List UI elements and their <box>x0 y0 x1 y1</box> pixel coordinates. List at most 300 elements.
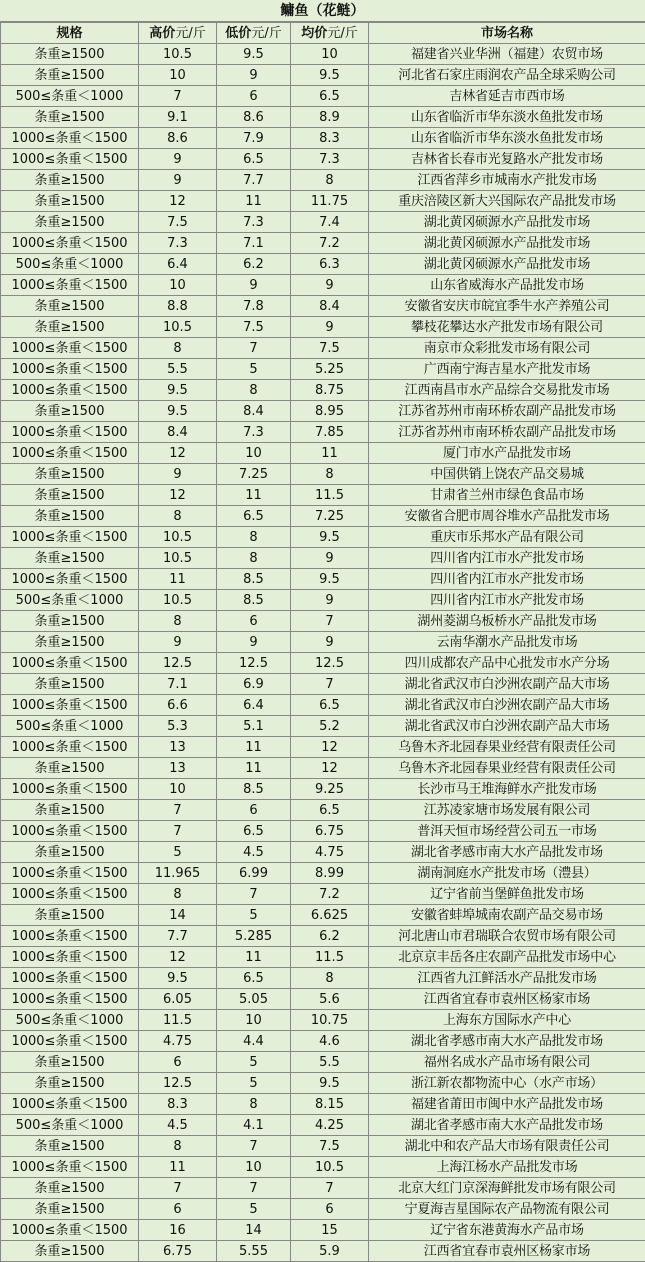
market-cell: 辽宁省前当堡鲜鱼批发市场 <box>369 884 645 905</box>
market-cell: 北京京丰岳各庄农副产品批发市场中心 <box>369 947 645 968</box>
market-cell: 四川成都农产品中心批发市水产分场 <box>369 653 645 674</box>
table-row <box>1 548 645 569</box>
high-price-cell: 13 <box>139 737 217 758</box>
avg-price-cell: 6.625 <box>291 905 369 926</box>
avg-price-cell: 7.2 <box>291 884 369 905</box>
table-row <box>1 527 645 548</box>
market-cell: 安徽省安庆市皖宜季牛水产养殖公司 <box>369 296 645 317</box>
high-price-cell: 8 <box>139 338 217 359</box>
avg-price-cell: 8.99 <box>291 863 369 884</box>
header-low-label: 低价 <box>225 26 251 41</box>
avg-price-cell: 11 <box>291 443 369 464</box>
market-cell: 山东省临沂市华东淡水鱼批发市场 <box>369 107 645 128</box>
table-row <box>1 1178 645 1199</box>
avg-price-cell: 8 <box>291 464 369 485</box>
market-cell: 湖北省武汉市白沙洲农副产品大市场 <box>369 674 645 695</box>
market-cell: 湖北省孝感市南大水产品批发市场 <box>369 1115 645 1136</box>
avg-price-cell: 8.95 <box>291 401 369 422</box>
avg-price-cell: 9 <box>291 548 369 569</box>
high-price-cell: 8 <box>139 611 217 632</box>
market-cell: 湖北中和农产品大市场有限责任公司 <box>369 1136 645 1157</box>
low-price-cell: 10 <box>217 443 291 464</box>
table-row <box>1 653 645 674</box>
header-spec: 规格 <box>1 23 139 44</box>
market-cell: 江苏省苏州市南环桥农副产品批发市场 <box>369 422 645 443</box>
high-price-cell: 6.75 <box>139 1241 217 1262</box>
header-low-price <box>217 23 291 44</box>
market-cell: 安徽省合肥市周谷堆水产品批发市场 <box>369 506 645 527</box>
low-price-cell: 6 <box>217 611 291 632</box>
avg-price-cell: 5.5 <box>291 1052 369 1073</box>
table-row <box>1 254 645 275</box>
low-price-cell: 4.1 <box>217 1115 291 1136</box>
low-price-cell: 7.7 <box>217 170 291 191</box>
low-price-cell: 8.6 <box>217 107 291 128</box>
table-row <box>1 800 645 821</box>
market-cell: 中国供销上饶农产品交易城 <box>369 464 645 485</box>
spec-cell: 条重≥1500 <box>1 674 139 695</box>
table-row <box>1 863 645 884</box>
spec-cell: 1000≤条重＜1500 <box>1 779 139 800</box>
table-row <box>1 44 645 65</box>
spec-cell: 条重≥1500 <box>1 632 139 653</box>
header-avg-price <box>291 23 369 44</box>
table-row <box>1 1136 645 1157</box>
market-cell: 湖州菱湖乌板桥水产品批发市场 <box>369 611 645 632</box>
table-row <box>1 779 645 800</box>
avg-price-cell: 7.5 <box>291 338 369 359</box>
low-price-cell: 9 <box>217 275 291 296</box>
avg-price-cell: 8.3 <box>291 128 369 149</box>
market-cell: 湖北省武汉市白沙洲农副产品大市场 <box>369 695 645 716</box>
low-price-cell: 8 <box>217 380 291 401</box>
table-row <box>1 1052 645 1073</box>
high-price-cell: 13 <box>139 758 217 779</box>
avg-price-cell: 7 <box>291 674 369 695</box>
market-cell: 上海江杨水产品批发市场 <box>369 1157 645 1178</box>
header-high-label: 高价 <box>149 26 175 41</box>
high-price-cell: 6.4 <box>139 254 217 275</box>
high-price-cell: 4.75 <box>139 1031 217 1052</box>
avg-price-cell: 9.5 <box>291 527 369 548</box>
table-row <box>1 65 645 86</box>
spec-cell: 条重≥1500 <box>1 548 139 569</box>
table-row <box>1 275 645 296</box>
low-price-cell: 8.5 <box>217 779 291 800</box>
avg-price-cell: 5.6 <box>291 989 369 1010</box>
market-cell: 广西南宁海吉星水产批发市场 <box>369 359 645 380</box>
low-price-cell: 7.8 <box>217 296 291 317</box>
avg-price-cell: 7 <box>291 611 369 632</box>
low-price-cell: 8.5 <box>217 569 291 590</box>
high-price-cell: 7.7 <box>139 926 217 947</box>
low-price-cell: 7 <box>217 338 291 359</box>
sheet-title: 鳙鱼（花鲢） <box>0 0 645 22</box>
avg-price-cell: 9 <box>291 590 369 611</box>
table-row <box>1 632 645 653</box>
high-price-cell: 7 <box>139 1178 217 1199</box>
table-row <box>1 86 645 107</box>
avg-price-cell: 9 <box>291 317 369 338</box>
high-price-cell: 6 <box>139 1199 217 1220</box>
header-row <box>1 23 645 44</box>
table-row <box>1 611 645 632</box>
avg-price-cell: 6.5 <box>291 86 369 107</box>
market-cell: 乌鲁木齐北园春果业经营有限责任公司 <box>369 737 645 758</box>
high-price-cell: 8.4 <box>139 422 217 443</box>
spec-cell: 1000≤条重＜1500 <box>1 275 139 296</box>
avg-price-cell: 4.25 <box>291 1115 369 1136</box>
market-cell: 湖北省孝感市南大水产品批发市场 <box>369 842 645 863</box>
high-price-cell: 8.3 <box>139 1094 217 1115</box>
low-price-cell: 6.2 <box>217 254 291 275</box>
spec-cell: 1000≤条重＜1500 <box>1 863 139 884</box>
spec-cell: 1000≤条重＜1500 <box>1 653 139 674</box>
market-cell: 重庆涪陵区新大兴国际农产品批发市场 <box>369 191 645 212</box>
spec-cell: 1000≤条重＜1500 <box>1 884 139 905</box>
table-row <box>1 1094 645 1115</box>
high-price-cell: 10 <box>139 779 217 800</box>
spec-cell: 500≤条重＜1000 <box>1 1010 139 1031</box>
high-price-cell: 12.5 <box>139 1073 217 1094</box>
table-row <box>1 569 645 590</box>
avg-price-cell: 6.2 <box>291 926 369 947</box>
spec-cell: 1000≤条重＜1500 <box>1 695 139 716</box>
market-cell: 吉林省延吉市西市场 <box>369 86 645 107</box>
avg-price-cell: 7.25 <box>291 506 369 527</box>
high-price-cell: 9.5 <box>139 401 217 422</box>
avg-price-cell: 10.5 <box>291 1157 369 1178</box>
low-price-cell: 8.5 <box>217 590 291 611</box>
high-price-cell: 11.965 <box>139 863 217 884</box>
low-price-cell: 5 <box>217 905 291 926</box>
market-cell: 攀枝花攀达水产批发市场有限公司 <box>369 317 645 338</box>
high-price-cell: 12 <box>139 191 217 212</box>
low-price-cell: 5 <box>217 1073 291 1094</box>
low-price-cell: 14 <box>217 1220 291 1241</box>
low-price-cell: 5.55 <box>217 1241 291 1262</box>
avg-price-cell: 4.75 <box>291 842 369 863</box>
table-row <box>1 506 645 527</box>
market-cell: 湖北黄冈硕源水产品批发市场 <box>369 212 645 233</box>
spec-cell: 1000≤条重＜1500 <box>1 149 139 170</box>
avg-price-cell: 6 <box>291 1199 369 1220</box>
table-row <box>1 842 645 863</box>
avg-price-cell: 4.6 <box>291 1031 369 1052</box>
low-price-cell: 7 <box>217 884 291 905</box>
table-row <box>1 422 645 443</box>
spec-cell: 1000≤条重＜1500 <box>1 338 139 359</box>
avg-price-cell: 12 <box>291 758 369 779</box>
table-row <box>1 149 645 170</box>
high-price-cell: 9 <box>139 170 217 191</box>
market-cell: 安徽省蚌埠城南农副产品交易市场 <box>369 905 645 926</box>
high-price-cell: 16 <box>139 1220 217 1241</box>
high-price-cell: 10.5 <box>139 590 217 611</box>
table-row <box>1 296 645 317</box>
high-price-cell: 8.8 <box>139 296 217 317</box>
avg-price-cell: 9.5 <box>291 65 369 86</box>
spec-cell: 500≤条重＜1000 <box>1 590 139 611</box>
high-price-cell: 7 <box>139 821 217 842</box>
spec-cell: 条重≥1500 <box>1 842 139 863</box>
low-price-cell: 7.3 <box>217 212 291 233</box>
spec-cell: 条重≥1500 <box>1 44 139 65</box>
avg-price-cell: 15 <box>291 1220 369 1241</box>
high-price-cell: 9 <box>139 149 217 170</box>
high-price-cell: 6.05 <box>139 989 217 1010</box>
table-row <box>1 401 645 422</box>
table-row <box>1 737 645 758</box>
market-cell: 江西省宜春市袁州区杨家市场 <box>369 1241 645 1262</box>
market-cell: 湖北黄冈硕源水产品批发市场 <box>369 254 645 275</box>
high-price-cell: 12 <box>139 485 217 506</box>
low-price-cell: 5.285 <box>217 926 291 947</box>
low-price-cell: 4.4 <box>217 1031 291 1052</box>
low-price-cell: 7.9 <box>217 128 291 149</box>
market-cell: 江苏省苏州市南环桥农副产品批发市场 <box>369 401 645 422</box>
avg-price-cell: 11.5 <box>291 947 369 968</box>
low-price-cell: 6.5 <box>217 968 291 989</box>
table-row <box>1 317 645 338</box>
low-price-cell: 9.5 <box>217 44 291 65</box>
spec-cell: 1000≤条重＜1500 <box>1 443 139 464</box>
high-price-cell: 6.6 <box>139 695 217 716</box>
table-row <box>1 338 645 359</box>
high-price-cell: 7.5 <box>139 212 217 233</box>
market-cell: 普洱天恒市场经营公司五一市场 <box>369 821 645 842</box>
spec-cell: 1000≤条重＜1500 <box>1 989 139 1010</box>
low-price-cell: 8 <box>217 548 291 569</box>
spec-cell: 500≤条重＜1000 <box>1 716 139 737</box>
low-price-cell: 5.1 <box>217 716 291 737</box>
high-price-cell: 10 <box>139 65 217 86</box>
avg-price-cell: 12.5 <box>291 653 369 674</box>
low-price-cell: 6.4 <box>217 695 291 716</box>
market-cell: 上海东方国际水产中心 <box>369 1010 645 1031</box>
high-price-cell: 10.5 <box>139 548 217 569</box>
high-price-cell: 10 <box>139 275 217 296</box>
avg-price-cell: 8 <box>291 170 369 191</box>
market-cell: 辽宁省东港黄海水产品市场 <box>369 1220 645 1241</box>
high-price-cell: 11 <box>139 569 217 590</box>
spec-cell: 条重≥1500 <box>1 800 139 821</box>
high-price-cell: 9.5 <box>139 968 217 989</box>
spec-cell: 1000≤条重＜1500 <box>1 1094 139 1115</box>
high-price-cell: 7.3 <box>139 233 217 254</box>
high-price-cell: 7 <box>139 86 217 107</box>
avg-price-cell: 11.75 <box>291 191 369 212</box>
high-price-cell: 11.5 <box>139 1010 217 1031</box>
low-price-cell: 11 <box>217 191 291 212</box>
high-price-cell: 8 <box>139 884 217 905</box>
high-price-cell: 4.5 <box>139 1115 217 1136</box>
spec-cell: 1000≤条重＜1500 <box>1 821 139 842</box>
avg-price-cell: 7.4 <box>291 212 369 233</box>
table-row <box>1 1157 645 1178</box>
low-price-cell: 8 <box>217 1094 291 1115</box>
table-row <box>1 1031 645 1052</box>
spec-cell: 1000≤条重＜1500 <box>1 380 139 401</box>
spec-cell: 500≤条重＜1000 <box>1 86 139 107</box>
low-price-cell: 8 <box>217 527 291 548</box>
table-row <box>1 1241 645 1262</box>
avg-price-cell: 11.5 <box>291 485 369 506</box>
high-price-cell: 14 <box>139 905 217 926</box>
avg-price-cell: 6.5 <box>291 800 369 821</box>
avg-price-cell: 9.5 <box>291 1073 369 1094</box>
market-cell: 四川省内江市水产批发市场 <box>369 548 645 569</box>
low-price-cell: 11 <box>217 737 291 758</box>
market-cell: 湖北省武汉市白沙洲农副产品大市场 <box>369 716 645 737</box>
table-row <box>1 1220 645 1241</box>
avg-price-cell: 6.5 <box>291 695 369 716</box>
spec-cell: 条重≥1500 <box>1 1178 139 1199</box>
header-avg-unit: 元/斤 <box>327 26 357 41</box>
header-low-unit: 元/斤 <box>251 26 281 41</box>
spec-cell: 1000≤条重＜1500 <box>1 737 139 758</box>
low-price-cell: 5.05 <box>217 989 291 1010</box>
low-price-cell: 7.1 <box>217 233 291 254</box>
market-cell: 江苏凌家塘市场发展有限公司 <box>369 800 645 821</box>
avg-price-cell: 8.9 <box>291 107 369 128</box>
market-cell: 甘肃省兰州市绿色食品市场 <box>369 485 645 506</box>
spec-cell: 条重≥1500 <box>1 905 139 926</box>
avg-price-cell: 9 <box>291 275 369 296</box>
low-price-cell: 6.5 <box>217 149 291 170</box>
low-price-cell: 6.5 <box>217 821 291 842</box>
low-price-cell: 5 <box>217 359 291 380</box>
spec-cell: 1000≤条重＜1500 <box>1 926 139 947</box>
spec-cell: 条重≥1500 <box>1 1073 139 1094</box>
low-price-cell: 6.99 <box>217 863 291 884</box>
spec-cell: 1000≤条重＜1500 <box>1 359 139 380</box>
avg-price-cell: 9 <box>291 632 369 653</box>
market-cell: 湖北省孝感市南大水产品批发市场 <box>369 1031 645 1052</box>
high-price-cell: 7 <box>139 800 217 821</box>
spec-cell: 条重≥1500 <box>1 1136 139 1157</box>
table-row <box>1 716 645 737</box>
low-price-cell: 7 <box>217 1178 291 1199</box>
avg-price-cell: 6.3 <box>291 254 369 275</box>
high-price-cell: 6 <box>139 1052 217 1073</box>
market-cell: 湖南洞庭水产批发市场（澧县） <box>369 863 645 884</box>
avg-price-cell: 5.2 <box>291 716 369 737</box>
low-price-cell: 6 <box>217 800 291 821</box>
spec-cell: 1000≤条重＜1500 <box>1 1031 139 1052</box>
avg-price-cell: 10.75 <box>291 1010 369 1031</box>
low-price-cell: 11 <box>217 758 291 779</box>
spec-cell: 1000≤条重＜1500 <box>1 128 139 149</box>
market-cell: 北京大红门京深海鲜批发市场有限公司 <box>369 1178 645 1199</box>
spec-cell: 1000≤条重＜1500 <box>1 527 139 548</box>
low-price-cell: 4.5 <box>217 842 291 863</box>
table-row <box>1 758 645 779</box>
spec-cell: 500≤条重＜1000 <box>1 1115 139 1136</box>
table-body <box>1 44 645 1262</box>
table-row <box>1 107 645 128</box>
spec-cell: 1000≤条重＜1500 <box>1 1157 139 1178</box>
spec-cell: 条重≥1500 <box>1 464 139 485</box>
low-price-cell: 7 <box>217 1136 291 1157</box>
spec-cell: 条重≥1500 <box>1 506 139 527</box>
low-price-cell: 5 <box>217 1052 291 1073</box>
market-cell: 江西省萍乡市城南水产批发市场 <box>369 170 645 191</box>
avg-price-cell: 7.85 <box>291 422 369 443</box>
avg-price-cell: 5.9 <box>291 1241 369 1262</box>
spec-cell: 条重≥1500 <box>1 65 139 86</box>
market-cell: 福建省兴业华洲（福建）农贸市场 <box>369 44 645 65</box>
market-cell: 江西省九江鲜活水产品批发市场 <box>369 968 645 989</box>
avg-price-cell: 7.3 <box>291 149 369 170</box>
spec-cell: 条重≥1500 <box>1 296 139 317</box>
high-price-cell: 5.5 <box>139 359 217 380</box>
spec-cell: 1000≤条重＜1500 <box>1 947 139 968</box>
low-price-cell: 7.5 <box>217 317 291 338</box>
table-row <box>1 884 645 905</box>
avg-price-cell: 9.25 <box>291 779 369 800</box>
high-price-cell: 12 <box>139 443 217 464</box>
table-row <box>1 233 645 254</box>
spec-cell: 条重≥1500 <box>1 170 139 191</box>
table-row <box>1 926 645 947</box>
high-price-cell: 9 <box>139 464 217 485</box>
high-price-cell: 8 <box>139 1136 217 1157</box>
high-price-cell: 12.5 <box>139 653 217 674</box>
spec-cell: 条重≥1500 <box>1 485 139 506</box>
avg-price-cell: 6.75 <box>291 821 369 842</box>
spec-cell: 1000≤条重＜1500 <box>1 1220 139 1241</box>
table-row <box>1 590 645 611</box>
high-price-cell: 10.5 <box>139 44 217 65</box>
spec-cell: 1000≤条重＜1500 <box>1 968 139 989</box>
low-price-cell: 7.3 <box>217 422 291 443</box>
spec-cell: 条重≥1500 <box>1 107 139 128</box>
market-cell: 吉林省长春市光复路水产批发市场 <box>369 149 645 170</box>
table-row <box>1 695 645 716</box>
spec-cell: 条重≥1500 <box>1 611 139 632</box>
spec-cell: 1000≤条重＜1500 <box>1 422 139 443</box>
low-price-cell: 7.25 <box>217 464 291 485</box>
low-price-cell: 12.5 <box>217 653 291 674</box>
table-row <box>1 212 645 233</box>
spec-cell: 条重≥1500 <box>1 317 139 338</box>
market-cell: 河北省石家庄雨润农产品全球采购公司 <box>369 65 645 86</box>
avg-price-cell: 7.2 <box>291 233 369 254</box>
spec-cell: 条重≥1500 <box>1 1241 139 1262</box>
avg-price-cell: 10 <box>291 44 369 65</box>
spec-cell: 条重≥1500 <box>1 758 139 779</box>
spec-cell: 条重≥1500 <box>1 1052 139 1073</box>
avg-price-cell: 8.75 <box>291 380 369 401</box>
market-cell: 山东省临沂市华东淡水鱼批发市场 <box>369 128 645 149</box>
table-row <box>1 359 645 380</box>
header-high-unit: 元/斤 <box>175 26 205 41</box>
avg-price-cell: 8.4 <box>291 296 369 317</box>
market-cell: 福建省莆田市闽中水产品批发市场 <box>369 1094 645 1115</box>
low-price-cell: 5 <box>217 1199 291 1220</box>
low-price-cell: 9 <box>217 632 291 653</box>
market-cell: 浙江新农都物流中心（水产市场） <box>369 1073 645 1094</box>
avg-price-cell: 9.5 <box>291 569 369 590</box>
high-price-cell: 9.5 <box>139 380 217 401</box>
table-row <box>1 128 645 149</box>
header-high-price <box>139 23 217 44</box>
table-row <box>1 1010 645 1031</box>
market-cell: 长沙市马王堆海鲜水产批发市场 <box>369 779 645 800</box>
table-row <box>1 170 645 191</box>
market-cell: 乌鲁木齐北园春果业经营有限责任公司 <box>369 758 645 779</box>
